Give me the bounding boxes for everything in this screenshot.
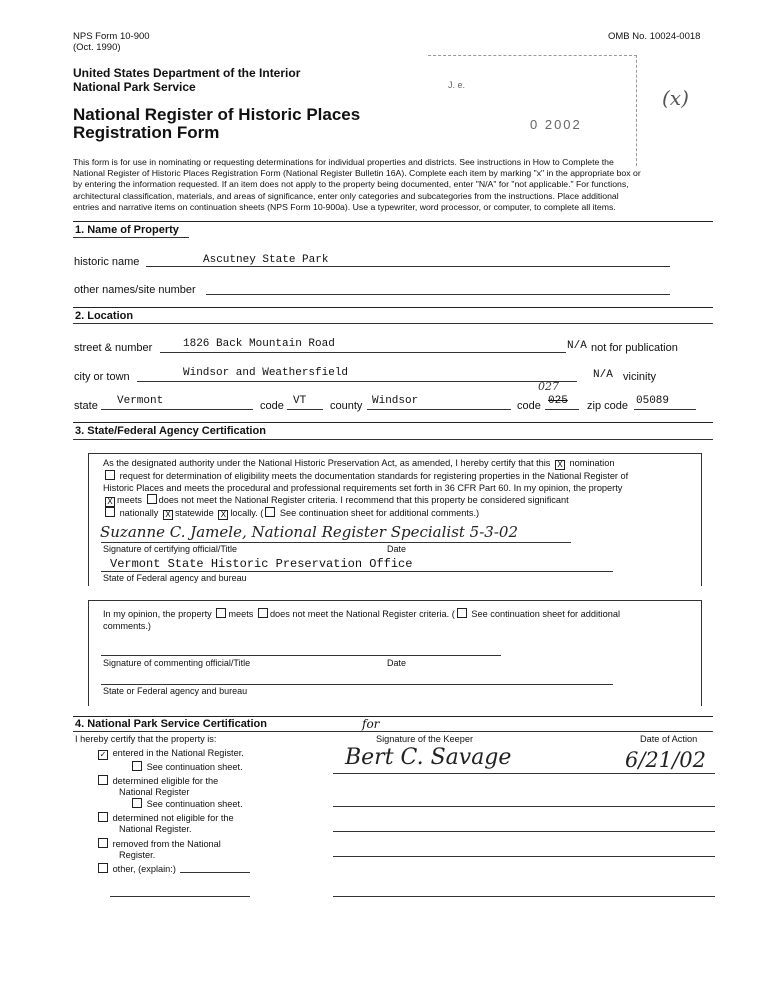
vicinity-value[interactable]: N/A xyxy=(593,369,613,381)
cert-text: nationally xyxy=(119,508,159,518)
instructions-line: by entering the information requested. If an item does not apply to the property being documented, enter "N/A" for "not applicable." For functions, xyxy=(73,179,629,190)
form-subtitle: Registration Form xyxy=(73,123,220,142)
opinion-text: meets xyxy=(228,609,254,619)
cert-text: meets xyxy=(117,495,143,505)
section-3-heading: 3. State/Federal Agency Certification xyxy=(75,425,266,437)
cert-text: nomination xyxy=(569,458,615,468)
for-mark: for xyxy=(362,717,380,731)
signature-line xyxy=(101,542,571,543)
agency-label: State of Federal agency and bureau xyxy=(103,573,247,583)
cert-text: As the designated authority under the National Historic Preservation Act, as amended, I hereby certify that this xyxy=(103,458,551,468)
not-for-publication-value[interactable]: N/A xyxy=(567,340,587,352)
opinion-text: does not meet the National Register criteria. ( xyxy=(269,609,455,619)
city-value[interactable]: Windsor and Weathersfield xyxy=(183,367,349,379)
state-code-label: code xyxy=(260,400,284,412)
opinion-continuation-checkbox[interactable] xyxy=(457,608,467,618)
department: United States Department of the Interior xyxy=(73,66,301,80)
instructions-line: National Register of Historic Places Registration Form (National Register Bulletin 16A). Complete each item by marking "x" in the appropriate box or xyxy=(73,168,641,179)
field-line xyxy=(634,409,696,410)
status-item[interactable] xyxy=(130,798,243,809)
nomination-checkbox[interactable]: X xyxy=(555,460,565,470)
corner-handwritten-mark: (x) xyxy=(662,86,689,110)
instructions-line: This form is for use in nominating or requesting determinations for individual properties and districts. See instructions in How to Complete the xyxy=(73,157,614,167)
keeper-signature: Bert C. Savage xyxy=(345,745,512,770)
status-item[interactable] xyxy=(96,748,244,760)
state-code-value[interactable]: VT xyxy=(293,395,307,407)
cert-text: does not meet the National Register criteria. I recommend that this property be considered significant xyxy=(158,495,569,505)
status-item-label: determined eligible for the xyxy=(112,776,219,786)
nationally-checkbox[interactable] xyxy=(105,507,115,517)
status-item-label: See continuation sheet. xyxy=(146,762,243,772)
status-item[interactable] xyxy=(96,838,221,861)
signature-date-label: Date xyxy=(387,544,407,554)
date-of-action-label: Date of Action xyxy=(640,734,698,744)
explain-line xyxy=(180,872,250,873)
opinion-text: comments.) xyxy=(103,621,151,631)
heading-underline xyxy=(73,731,713,732)
stamp-date: 0 2002 xyxy=(530,117,582,132)
cert-text: request for determination of eligibility meets the documentation standards for registering properties in the National Register of xyxy=(119,471,629,481)
cert-text: locally. ( xyxy=(230,508,264,518)
historic-name-value[interactable]: Ascutney State Park xyxy=(203,254,329,266)
status-item[interactable] xyxy=(130,761,243,772)
divider xyxy=(73,221,713,222)
other-checkbox[interactable] xyxy=(98,863,108,873)
continuation-checkbox[interactable] xyxy=(132,761,142,771)
field-line xyxy=(367,409,511,410)
field-line xyxy=(206,294,670,295)
signature-line xyxy=(333,831,715,832)
section-1-heading: 1. Name of Property xyxy=(75,224,179,236)
entered-checkbox[interactable]: ✓ xyxy=(99,750,107,759)
signature-line xyxy=(333,856,715,857)
form-title: National Register of Historic Places xyxy=(73,105,361,124)
keeper-label: Signature of the Keeper xyxy=(376,734,474,744)
historic-name-label: historic name xyxy=(74,256,140,268)
eligible-checkbox[interactable] xyxy=(98,775,108,785)
service: National Park Service xyxy=(73,80,196,94)
not-eligible-checkbox[interactable] xyxy=(98,812,108,822)
status-item-label: Register. xyxy=(119,850,156,860)
heading-underline xyxy=(73,237,189,238)
signature-line xyxy=(333,806,715,807)
not-for-publication-label: not for publication xyxy=(591,342,678,354)
instructions xyxy=(73,157,641,213)
certification-paragraph xyxy=(103,457,628,520)
status-item-label: removed from the National xyxy=(112,839,221,849)
field-line xyxy=(137,381,577,382)
form-date: (Oct. 1990) xyxy=(73,42,121,53)
does-not-meet-checkbox[interactable] xyxy=(147,494,157,504)
comment-date-label: Date xyxy=(387,658,407,668)
comment-signature-line xyxy=(101,655,501,656)
status-item-label: See continuation sheet. xyxy=(146,799,243,809)
agency-value[interactable]: Vermont State Historic Preservation Office xyxy=(110,557,413,571)
date-of-action-value: 6/21/02 xyxy=(625,748,706,772)
county-code-label: code xyxy=(517,400,541,412)
comment-agency-line xyxy=(101,684,613,685)
agency-line xyxy=(101,571,613,572)
divider xyxy=(73,307,713,308)
city-label: city or town xyxy=(74,371,130,383)
section-4-heading: 4. National Park Service Certification xyxy=(75,718,267,730)
form-number: NPS Form 10-900 xyxy=(73,31,150,42)
county-label: county xyxy=(330,400,363,412)
street-label: street & number xyxy=(74,342,153,354)
keeper-line xyxy=(333,773,715,774)
state-label: state xyxy=(74,400,98,412)
zip-label: zip code xyxy=(587,400,628,412)
field-line xyxy=(101,409,253,410)
certify-statement: I hereby certify that the property is: xyxy=(75,734,217,744)
status-item-label: National Register. xyxy=(119,824,192,834)
certifying-signature: Suzanne C. Jamele, National Register Specialist 5-3-02 xyxy=(100,523,518,541)
comment-signature-label: Signature of commenting official/Title xyxy=(103,658,251,668)
opinion-meets-checkbox[interactable] xyxy=(216,608,226,618)
explain-line xyxy=(110,896,250,897)
cert-text: Historic Places and meets the procedural and professional requirements set forth in 36 CFR Part 60. In my opinion, the property xyxy=(103,483,623,493)
continuation-checkbox[interactable] xyxy=(132,798,142,808)
field-line xyxy=(160,352,566,353)
status-item[interactable] xyxy=(96,812,234,835)
other-names-label: other names/site number xyxy=(74,284,196,296)
state-value[interactable]: Vermont xyxy=(117,395,164,407)
status-item-label: entered in the National Register. xyxy=(112,748,244,758)
locally-checkbox[interactable]: X xyxy=(218,510,228,520)
received-stamp xyxy=(428,55,637,166)
status-item-label: National Register xyxy=(119,787,190,797)
instructions-line: entries and narrative items on continuation sheets (NPS Form 10-900a). Use a typewriter, word processor, or computer, to complete all items. xyxy=(73,201,616,212)
statewide-checkbox[interactable]: X xyxy=(163,510,173,520)
section-2-heading: 2. Location xyxy=(75,310,134,322)
status-item[interactable] xyxy=(96,775,218,798)
status-item-label: determined not eligible for the xyxy=(112,813,234,823)
signature-label: Signature of certifying official/Title xyxy=(103,544,238,554)
stamp-mark: J. e. xyxy=(448,80,466,90)
county-value[interactable]: Windsor xyxy=(372,395,419,407)
opinion-paragraph xyxy=(103,608,620,632)
status-item-label: other, (explain:) xyxy=(112,864,176,874)
vicinity-label: vicinity xyxy=(623,371,657,383)
divider xyxy=(73,422,713,423)
field-line xyxy=(287,409,323,410)
field-line xyxy=(545,409,579,410)
street-value[interactable]: 1826 Back Mountain Road xyxy=(183,338,335,350)
county-code-correction: 027 xyxy=(538,380,559,393)
opinion-text: See continuation sheet for additional xyxy=(471,609,620,619)
instructions-line: architectural classification, materials, and areas of significance, enter only categories and subcategories from the instructions. Place additional xyxy=(73,190,619,201)
comment-agency-label: State or Federal agency and bureau xyxy=(103,686,248,696)
cert-text: See continuation sheet for additional comments.) xyxy=(279,508,480,518)
field-line xyxy=(146,266,670,267)
cert-text: statewide xyxy=(174,508,214,518)
county-code-value[interactable]: 025 xyxy=(548,395,568,407)
opinion-does-not-meet-checkbox[interactable] xyxy=(258,608,268,618)
signature-line xyxy=(333,896,715,897)
opinion-text: In my opinion, the property xyxy=(103,609,212,619)
heading-underline xyxy=(73,439,713,440)
zip-value[interactable]: 05089 xyxy=(636,395,670,407)
determination-checkbox[interactable] xyxy=(105,470,115,480)
divider xyxy=(73,716,713,717)
removed-checkbox[interactable] xyxy=(98,838,108,848)
meets-checkbox[interactable]: X xyxy=(105,497,115,507)
omb-number: OMB No. 10024-0018 xyxy=(608,31,701,42)
heading-underline xyxy=(73,323,713,324)
status-item[interactable] xyxy=(96,863,176,874)
continuation-checkbox[interactable] xyxy=(265,507,275,517)
